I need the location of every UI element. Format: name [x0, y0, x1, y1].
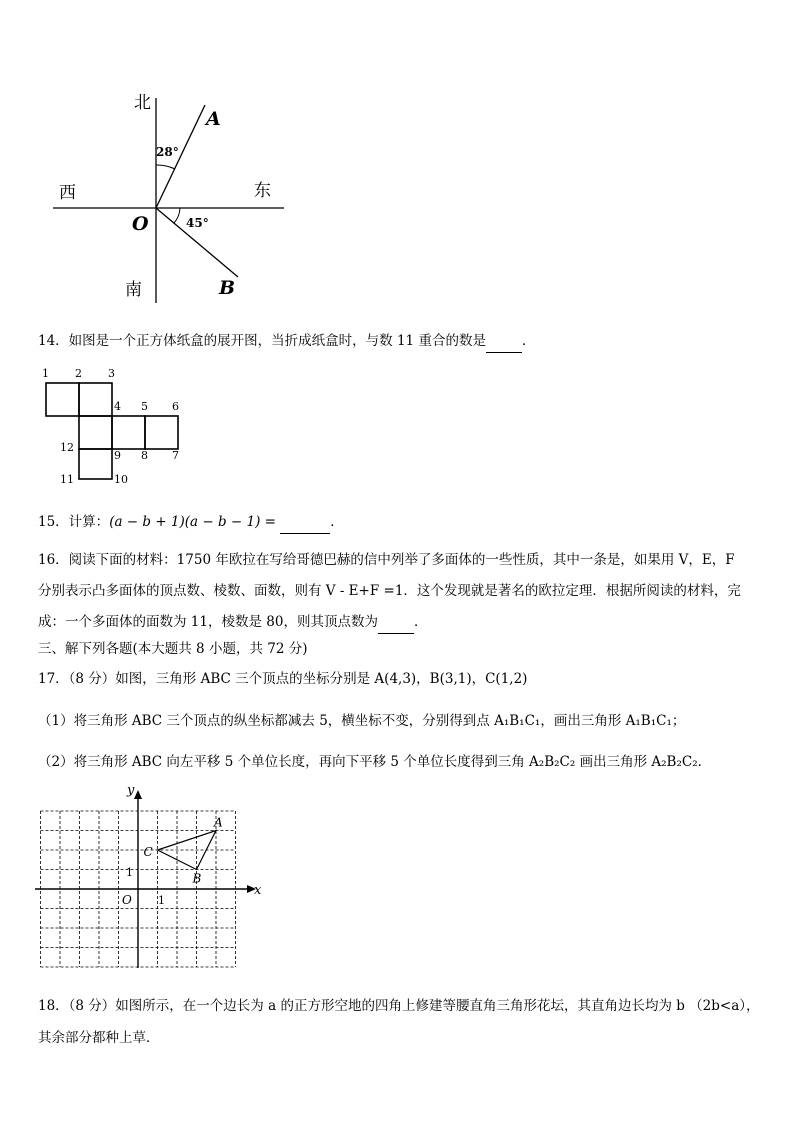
south-label: 南 — [125, 280, 142, 300]
net-square — [145, 416, 178, 449]
point-a-label: A — [214, 815, 223, 830]
net-label: 3 — [108, 367, 115, 380]
question-14 — [38, 330, 535, 353]
net-square — [79, 383, 112, 416]
question-16-line-2: 分别表示凸多面体的顶点数、棱数、面数，则有 V - E+F =1．这个发现就是著名的欧拉定理．根据所阅读的材料，完 — [38, 583, 741, 599]
north-label: 北 — [134, 93, 151, 113]
net-square — [79, 449, 112, 479]
question-18-line-1: 18．（8 分）如图所示，在一个边长为 a 的正方形空地的四角上修建等腰直角三角形花坛，其直角边长均为 b （2b<a）， — [38, 998, 760, 1014]
answer-blank-15[interactable] — [280, 511, 330, 534]
net-label: 1 — [42, 367, 49, 380]
question-17-head: 17．（8 分）如图，三角形 ABC 三个顶点的坐标分别是 A(4,3)，B(3,1)，C(1,2) — [38, 671, 528, 687]
question-17-part-2: （2）将三角形 ABC 向左平移 5 个单位长度，再向下平移 5 个单位长度得到三角 A₂B₂C₂ 画出三角形 A₂B₂C₂． — [38, 754, 712, 770]
question-15 — [38, 511, 344, 534]
x-unit-label: 1 — [158, 894, 165, 907]
section-3-title: 三、解下列各题(本大题共 8 小题，共 72 分) — [38, 641, 308, 657]
question-17-part-1: （1）将三角形 ABC 三个顶点的纵坐标都减去 5，横坐标不变，分别得到点 A₁B₁C₁，画出三角形 A₁B₁C₁； — [38, 713, 686, 729]
net-label: 5 — [141, 400, 148, 413]
compass-figure — [40, 85, 300, 310]
net-square — [46, 383, 79, 416]
point-b-label: B — [219, 277, 236, 299]
point-b-label: B — [192, 871, 202, 886]
net-label: 9 — [114, 449, 121, 462]
net-label: 12 — [60, 441, 74, 454]
question-14-end: ． — [521, 333, 536, 349]
angle-north-label: 28° — [156, 145, 179, 159]
angle-arc-north — [156, 165, 175, 169]
question-14-text: 14．如图是一个正方体纸盒的展开图，当折成纸盒时，与数 11 重合的数是 — [38, 333, 486, 349]
net-square — [79, 416, 112, 449]
point-o-label: O — [132, 213, 149, 235]
answer-blank-16[interactable] — [378, 611, 414, 634]
y-axis-arrow — [134, 790, 142, 799]
x-axis-label: x — [254, 883, 262, 898]
net-label: 6 — [172, 400, 179, 413]
point-a-label: A — [206, 108, 221, 130]
net-label: 10 — [114, 473, 128, 486]
net-label: 11 — [60, 473, 74, 486]
angle-east-label: 45° — [186, 216, 209, 230]
net-square — [112, 416, 145, 449]
question-18-line-2: 其余部分都种上草． — [38, 1030, 160, 1046]
east-label: 东 — [254, 181, 271, 201]
question-16-line-1: 16．阅读下面的材料：1750 年欧拉在写给哥德巴赫的信中列举了多面体的一些性质，其中一条是，如果用 V，E，F — [38, 552, 735, 568]
y-axis-label: y — [127, 783, 135, 798]
question-16-end: ． — [413, 614, 428, 630]
net-label: 8 — [141, 449, 148, 462]
coordinate-grid-figure — [30, 780, 270, 975]
net-label: 7 — [172, 449, 179, 462]
cube-net-figure — [36, 365, 196, 490]
question-16-line-3 — [38, 611, 427, 634]
net-label: 4 — [114, 400, 121, 413]
answer-blank-14[interactable] — [486, 330, 522, 353]
origin-label: O — [122, 893, 132, 907]
y-unit-label: 1 — [126, 866, 133, 879]
net-label: 2 — [75, 367, 82, 380]
angle-arc-east — [174, 208, 180, 223]
question-15-end: ． — [330, 514, 344, 530]
point-c-label: C — [143, 845, 153, 859]
question-16-text: 成：一个多面体的面数为 11，棱数是 80，则其顶点数为 — [38, 614, 378, 630]
question-15-expression: (a − b + 1)(a − b − 1) = — [109, 514, 276, 530]
west-label: 西 — [59, 183, 76, 203]
question-15-number: 15．计算： — [38, 514, 110, 530]
